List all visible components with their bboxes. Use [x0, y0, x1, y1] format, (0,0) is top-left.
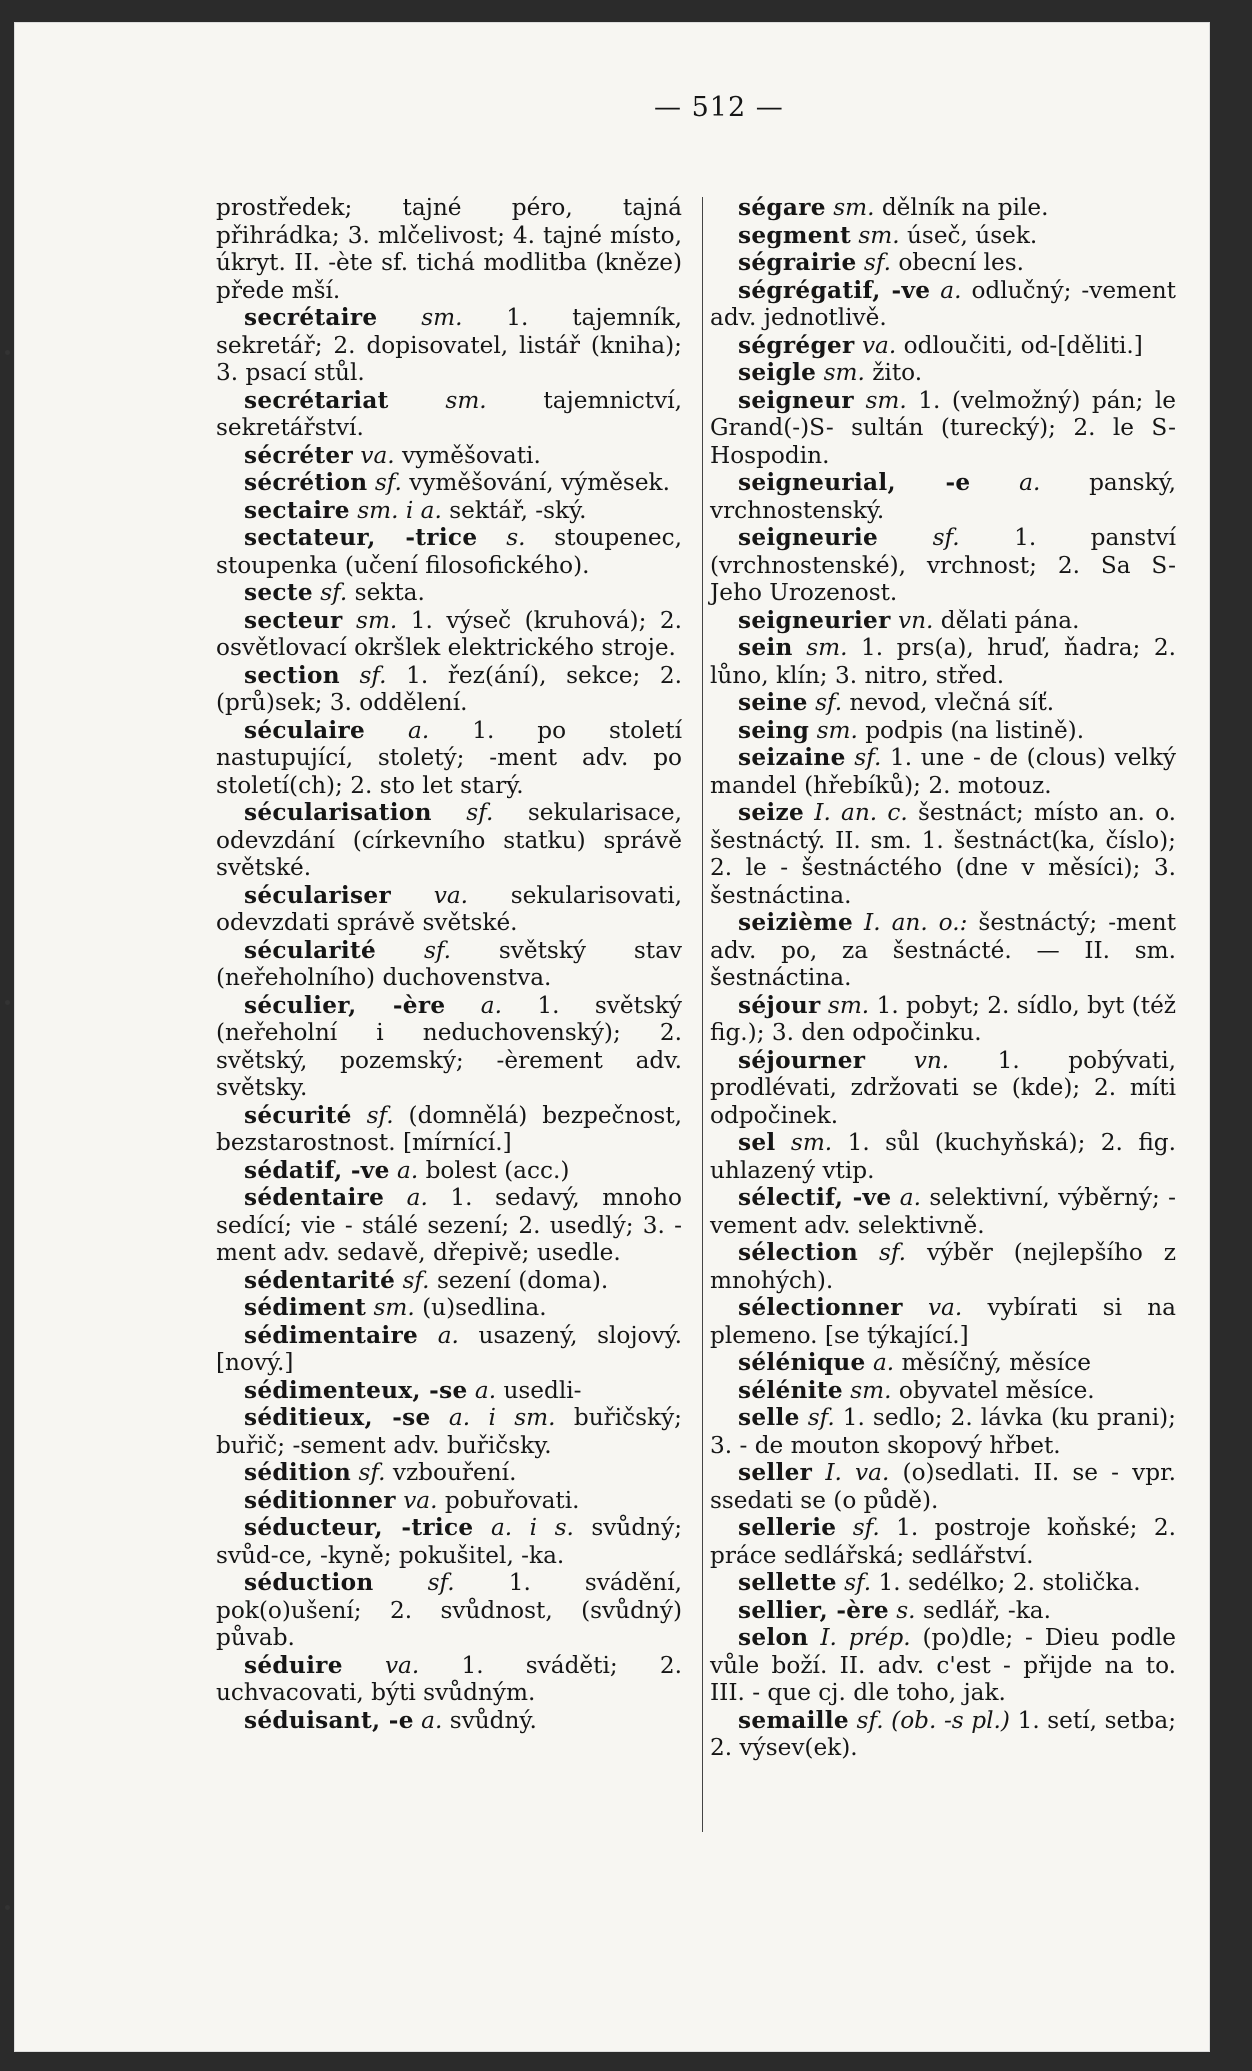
entry-definition: 1. une - de (clous) velký mandel (hřebíků); 2. motouz.: [710, 744, 1176, 799]
entry-grammar: sf.: [932, 524, 960, 551]
entry-headword: ségréger: [738, 331, 855, 359]
entry-grammar: sm.: [816, 716, 858, 744]
dictionary-entry: [710, 909, 1176, 992]
entry-grammar: a.: [474, 1376, 497, 1404]
entry-definition: buřičský; buřič; -sement adv. buřičsky.: [216, 1404, 682, 1459]
dictionary-entry: [216, 1157, 682, 1185]
entry-headword: sécularité: [244, 936, 377, 964]
entry-grammar: sm.: [790, 1129, 833, 1156]
entry-definition: 1. postroje koňské; 2. práce sedlářská; sedlářství.: [710, 1514, 1176, 1569]
entry-definition: prostředek; tajné péro, tajná přihrádka; 3. mlčelivost; 4. tajné místo, úkryt. II. -ète sf. tichá modlitba (kněze) přede mší.: [216, 194, 682, 304]
entry-headword: sein: [738, 634, 793, 661]
entry-headword: selle: [738, 1404, 800, 1431]
entry-headword: seize: [738, 799, 805, 826]
dictionary-entry: [710, 332, 1176, 360]
entry-definition: panský, vrchnostenský.: [710, 469, 1177, 524]
entry-definition: sekularisace, odevzdání (církevního statku) správě světské.: [216, 799, 683, 881]
entry-grammar: sm.: [858, 221, 900, 249]
entry-definition: šestnáctý; -ment adv. po, za šestnácté. — II. sm. šestnáctina.: [710, 909, 1177, 991]
entry-grammar: s.: [896, 1596, 916, 1624]
dictionary-entry: [216, 607, 682, 662]
entry-definition: sezení (doma).: [436, 1266, 609, 1294]
entry-definition: vybírati si na plemeno. [se týkající.]: [710, 1294, 1176, 1349]
entry-headword: ségrairie: [738, 249, 857, 276]
entry-grammar: sf. (ob. -s pl.): [856, 1706, 1010, 1734]
entry-grammar: a.: [408, 716, 430, 744]
dictionary-entry: [216, 1514, 682, 1569]
entry-headword: secrétariat: [244, 386, 389, 414]
dictionary-entry: [710, 222, 1176, 250]
dictionary-entry: [710, 387, 1176, 470]
entry-headword: sellette: [738, 1569, 837, 1596]
column-divider: [702, 197, 703, 1832]
entry-headword: séditieux, -se: [244, 1404, 431, 1431]
dictionary-entry: [710, 524, 1176, 607]
entry-headword: sélectif, -ve: [738, 1184, 892, 1211]
entry-headword: secteur: [244, 606, 343, 634]
entry-headword: sédimenteux, -se: [244, 1376, 468, 1404]
entry-grammar: va.: [927, 1294, 963, 1321]
entry-grammar: sm.: [373, 1294, 415, 1321]
entry-grammar: a.: [437, 1321, 459, 1349]
entry-headword: sélénique: [738, 1349, 866, 1376]
entry-definition: tajemnictví, sekretářství.: [216, 386, 682, 441]
dictionary-entry: [216, 717, 682, 800]
dictionary-entry: [216, 1267, 682, 1295]
entry-definition: dělati pána.: [940, 606, 1080, 634]
entry-headword: sédiment: [244, 1294, 367, 1321]
entry-definition: (u)sedlina.: [422, 1294, 547, 1321]
entry-headword: section: [244, 661, 340, 689]
margin-dot: [5, 1905, 10, 1910]
entry-grammar: I. an. o.:: [864, 909, 968, 936]
entry-grammar: sf.: [427, 1569, 455, 1596]
entry-definition: dělník na pile.: [881, 194, 1049, 221]
dictionary-entry: [710, 1129, 1176, 1184]
dictionary-entry: [216, 1184, 682, 1267]
dictionary-entry: [216, 1707, 682, 1735]
entry-definition: šestnáct; místo an. o. šestnáctý. II. sm. 1. šestnáct(ka, číslo); 2. le - šestnáctého (dne v měsíci); 3. šestnáctina.: [710, 799, 1177, 909]
dictionary-entry: [710, 1459, 1176, 1514]
entry-headword: sellier, -ère: [738, 1596, 889, 1624]
entry-grammar: a. i sm.: [448, 1404, 556, 1431]
dictionary-entry: [216, 1377, 682, 1405]
entry-headword: sel: [738, 1129, 776, 1156]
dictionary-entry: [216, 304, 682, 387]
entry-grammar: sf.: [854, 744, 882, 771]
entry-definition: 1. sedélko; 2. stolička.: [878, 1569, 1141, 1596]
entry-headword: selon: [738, 1624, 809, 1651]
entry-headword: séculier, -ère: [244, 991, 446, 1019]
dictionary-entry: [216, 1487, 682, 1515]
entry-definition: svůdný.: [449, 1706, 537, 1734]
entry-definition: 1. panství (vrchnostenské), vrchnost; 2. Sa S- Jeho Urozenost.: [710, 524, 1177, 606]
entry-definition: 1. řez(ání), sekce; 2. (prů)sek; 3. oddělení.: [216, 661, 683, 716]
dictionary-entry: [216, 1102, 682, 1157]
entry-definition: odloučiti, od-[děliti.]: [903, 331, 1143, 359]
entry-headword: sécurité: [244, 1101, 352, 1129]
entry-grammar: sm.: [827, 991, 870, 1019]
entry-definition: svůdný; svůd-ce, -kyně; pokušitel, -ka.: [216, 1514, 683, 1569]
dictionary-entry: [710, 1514, 1176, 1569]
entry-grammar: sf.: [359, 661, 387, 689]
entry-definition: 1. sváděti; 2. uchvacovati, býti svůdným.: [216, 1651, 682, 1706]
entry-grammar: s.: [506, 524, 526, 551]
dictionary-entry: [710, 1707, 1176, 1762]
entry-headword: sécréter: [244, 441, 353, 469]
dictionary-entry: [216, 799, 682, 882]
dictionary-entry: [710, 359, 1176, 387]
dictionary-entry: [710, 1239, 1176, 1294]
dictionary-entry: [710, 634, 1176, 689]
entry-definition: 1. prs(a), hruď, ňadra; 2. lůno, klín; 3. nitro, střed.: [710, 634, 1176, 689]
entry-definition: 1. po století nastupující, stoletý; -ment adv. po století(ch); 2. sto let starý.: [216, 716, 683, 799]
entry-grammar: sm.: [850, 1376, 892, 1404]
entry-definition: odlučný; -vement adv. jednotlivě.: [710, 276, 1176, 331]
entry-headword: seigneurie: [738, 524, 879, 551]
dictionary-entry: [216, 1652, 682, 1707]
dictionary-entry: [216, 442, 682, 470]
entry-headword: seizaine: [738, 744, 846, 771]
entry-definition: 1. sedlo; 2. lávka (ku prani); 3. - de mouton skopový hřbet.: [710, 1404, 1176, 1459]
entry-grammar: sf.: [320, 579, 348, 606]
entry-definition: (po)dle; - Dieu podle vůle boží. II. adv. c'est - přijde na to. III. - que cj. dle toho, jak.: [710, 1624, 1177, 1706]
entry-definition: (o)sedlati. II. se - vpr. ssedati se (o půdě).: [710, 1459, 1177, 1514]
entry-grammar: va.: [360, 441, 395, 469]
entry-headword: ségrégatif, -ve: [738, 276, 931, 304]
dictionary-entry: [216, 1569, 682, 1652]
entry-headword: sélectionner: [738, 1294, 903, 1321]
left-column: [216, 194, 682, 1734]
entry-grammar: sf.: [844, 1569, 872, 1596]
dictionary-entry: [216, 1294, 682, 1322]
entry-headword: sédentarité: [244, 1266, 396, 1294]
entry-definition: bolest (acc.): [425, 1156, 570, 1184]
entry-definition: 1. pobyt; 2. sídlo, byt (též fig.); 3. den odpočinku.: [710, 991, 1177, 1046]
entry-definition: selektivní, výběrný; -vement adv. selektivně.: [710, 1184, 1177, 1239]
entry-grammar: sf.: [852, 1514, 880, 1541]
entry-headword: séduire: [244, 1651, 343, 1679]
entry-grammar: I. va.: [825, 1459, 890, 1486]
dictionary-entry: [710, 1349, 1176, 1377]
entry-grammar: I. an. c.: [814, 799, 908, 826]
entry-headword: seing: [738, 716, 810, 744]
entry-headword: seller: [738, 1459, 813, 1486]
entry-grammar: a.: [421, 1706, 443, 1734]
entry-headword: séducteur, -trice: [244, 1514, 474, 1541]
entry-definition: 1. pobývati, prodlévati, zdržovati se (kde); 2. míti odpočinek.: [710, 1046, 1177, 1129]
dictionary-entry: [710, 992, 1176, 1047]
entry-headword: sédatif, -ve: [244, 1156, 390, 1184]
entry-headword: sélection: [738, 1239, 859, 1266]
dictionary-entry: [710, 717, 1176, 745]
entry-definition: výběr (nejlepšího z mnohých).: [710, 1239, 1177, 1294]
dictionary-entry: [216, 662, 682, 717]
entry-definition: sekta.: [354, 579, 425, 606]
dictionary-entry: [710, 1569, 1176, 1597]
entry-headword: seine: [738, 689, 808, 716]
entry-grammar: sf.: [863, 249, 891, 276]
entry-definition: 1. světský (neřeholní i neduchovenský); 2. světský, pozemský; -èrement adv. světsky.: [216, 991, 682, 1101]
entry-grammar: va.: [403, 1486, 438, 1514]
entry-grammar: a.: [480, 991, 502, 1019]
entry-grammar: sm.: [421, 304, 463, 331]
entry-definition: stoupenec, stoupenka (učení filosofického).: [216, 524, 682, 579]
entry-definition: nevod, vlečná síť.: [849, 689, 1055, 716]
entry-headword: segment: [738, 221, 851, 249]
dictionary-entry: [216, 1404, 682, 1459]
dictionary-entry: [710, 249, 1176, 277]
entry-headword: sécrétion: [244, 469, 368, 496]
entry-headword: sellerie: [738, 1514, 837, 1541]
entry-definition: vzbouření.: [392, 1459, 517, 1486]
entry-definition: 1. svádění, pok(o)ušení; 2. svůdnost, (svůdný) půvab.: [216, 1569, 682, 1651]
entry-headword: séjourner: [738, 1046, 866, 1074]
entry-grammar: sf.: [807, 1404, 835, 1431]
dictionary-entry: [710, 607, 1176, 635]
dictionary-page: [14, 22, 1210, 2052]
entry-definition: měsíčný, měsíce: [901, 1349, 1091, 1376]
entry-headword: ségare: [738, 194, 826, 221]
dictionary-entry: [710, 1377, 1176, 1405]
entry-headword: semaille: [738, 1706, 849, 1734]
dictionary-entry: [216, 387, 682, 442]
entry-grammar: sm.: [356, 606, 398, 634]
entry-grammar: sf.: [815, 689, 843, 716]
dictionary-entry: [216, 992, 682, 1102]
entry-definition: vyměšovati.: [402, 441, 541, 469]
entry-definition: pobuřovati.: [444, 1486, 580, 1514]
entry-definition: žito.: [872, 359, 923, 386]
entry-grammar: sm.: [806, 634, 848, 661]
entry-headword: sédimentaire: [244, 1321, 419, 1349]
entry-definition: 1. výseč (kruhová); 2. osvětlovací okršlek elektrického stroje.: [216, 606, 683, 661]
entry-grammar: sf.: [423, 936, 452, 964]
entry-headword: secrétaire: [244, 304, 378, 331]
dictionary-entry: [216, 497, 682, 525]
entry-grammar: a.: [872, 1349, 895, 1376]
entry-headword: séculaire: [244, 716, 366, 744]
entry-definition: sekularisovati, odevzdati správě světské.: [216, 881, 682, 936]
margin-dot: [5, 1000, 10, 1005]
entry-grammar: sf.: [878, 1239, 907, 1266]
dictionary-entry: [710, 1624, 1176, 1707]
entry-grammar: sf.: [366, 1101, 394, 1129]
entry-grammar: va.: [433, 881, 469, 909]
dictionary-entry: [216, 194, 682, 304]
entry-definition: (domnělá) bezpečnost, bezstarostnost. [mírnící.]: [216, 1101, 683, 1156]
entry-headword: séduisant, -e: [244, 1706, 414, 1734]
entry-grammar: a.: [1019, 469, 1041, 496]
dictionary-entry: [710, 1404, 1176, 1459]
entry-headword: seigle: [738, 359, 817, 386]
dictionary-entry: [710, 469, 1176, 524]
dictionary-entry: [216, 1459, 682, 1487]
entry-definition: 1. (velmožný) pán; le Grand(-)S- sultán (turecký); 2. le S- Hospodin.: [710, 386, 1177, 469]
dictionary-entry: [710, 799, 1176, 909]
entry-grammar: I. prép.: [820, 1624, 911, 1651]
entry-definition: 1. sedavý, mnoho sedící; vie - stálé sezení; 2. usedlý; 3. -ment adv. sedavě, dřepivě; usedle.: [216, 1184, 683, 1266]
margin-dot: [5, 350, 10, 355]
dictionary-entry: [710, 1597, 1176, 1625]
dictionary-entry: [710, 1047, 1176, 1130]
entry-headword: sédentaire: [244, 1184, 385, 1211]
entry-grammar: sf.: [358, 1459, 386, 1486]
page-number: — 512 —: [654, 92, 784, 123]
right-column: [710, 194, 1176, 1762]
dictionary-entry: [216, 1322, 682, 1377]
entry-definition: usedli-: [503, 1376, 582, 1404]
entry-definition: sektář, -ský.: [449, 496, 587, 524]
dictionary-entry: [710, 194, 1176, 222]
entry-headword: séculariser: [244, 881, 391, 909]
entry-grammar: sm. i a.: [357, 496, 442, 524]
entry-grammar: sf.: [374, 469, 402, 496]
entry-headword: sélénite: [738, 1376, 843, 1404]
entry-grammar: a.: [940, 276, 962, 304]
entry-definition: světský stav (neřeholního) duchovenstva.: [216, 936, 682, 991]
dictionary-entry: [710, 1184, 1176, 1239]
dictionary-entry: [710, 277, 1176, 332]
entry-grammar: sm.: [865, 386, 907, 414]
dictionary-entry: [216, 937, 682, 992]
entry-definition: podpis (na listině).: [865, 716, 1085, 744]
entry-headword: sécularisation: [244, 799, 432, 826]
entry-headword: seigneurial, -e: [738, 469, 971, 496]
entry-grammar: sf.: [402, 1266, 430, 1294]
entry-grammar: va.: [384, 1651, 420, 1679]
dictionary-entry: [710, 1294, 1176, 1349]
entry-grammar: sm.: [445, 386, 487, 414]
entry-grammar: a.: [899, 1184, 921, 1211]
entry-grammar: sf.: [466, 799, 494, 826]
entry-definition: 1. sůl (kuchyňská); 2. fig. uhlazený vtip.: [710, 1129, 1176, 1184]
entry-grammar: sm.: [823, 359, 865, 386]
entry-headword: séjour: [738, 991, 821, 1019]
entry-definition: obyvatel měsíce.: [898, 1376, 1095, 1404]
entry-grammar: a. i s.: [490, 1514, 574, 1541]
entry-definition: 1. tajemník, sekretář; 2. dopisovatel, listář (kniha); 3. psací stůl.: [216, 304, 683, 386]
entry-grammar: va.: [861, 331, 897, 359]
dictionary-entry: [710, 744, 1176, 799]
entry-grammar: vn.: [913, 1046, 950, 1074]
entry-headword: sectaire: [244, 496, 350, 524]
entry-grammar: a.: [397, 1156, 419, 1184]
entry-definition: usazený, slojový. [nový.]: [216, 1321, 682, 1376]
entry-grammar: a.: [406, 1184, 428, 1211]
dictionary-entry: [216, 882, 682, 937]
entry-headword: seizième: [738, 909, 854, 936]
entry-grammar: sm.: [833, 194, 875, 221]
dictionary-entry: [216, 469, 682, 497]
entry-headword: sédition: [244, 1459, 352, 1486]
entry-grammar: vn.: [897, 606, 934, 634]
entry-headword: seigneurier: [738, 606, 891, 634]
entry-headword: sectateur, -trice: [244, 524, 478, 551]
entry-headword: séditionner: [244, 1486, 396, 1514]
entry-headword: seigneur: [738, 386, 854, 414]
entry-headword: séduction: [244, 1569, 374, 1596]
entry-definition: vyměšování, výměsek.: [409, 469, 670, 496]
entry-headword: secte: [244, 579, 313, 606]
entry-definition: obecní les.: [898, 249, 1024, 276]
entry-definition: sedlář, -ka.: [922, 1596, 1051, 1624]
dictionary-entry: [216, 579, 682, 607]
entry-definition: úseč, úsek.: [907, 221, 1038, 249]
dictionary-entry: [710, 689, 1176, 717]
entry-definition: 1. setí, setba; 2. výsev(ek).: [710, 1706, 1177, 1761]
dictionary-entry: [216, 524, 682, 579]
